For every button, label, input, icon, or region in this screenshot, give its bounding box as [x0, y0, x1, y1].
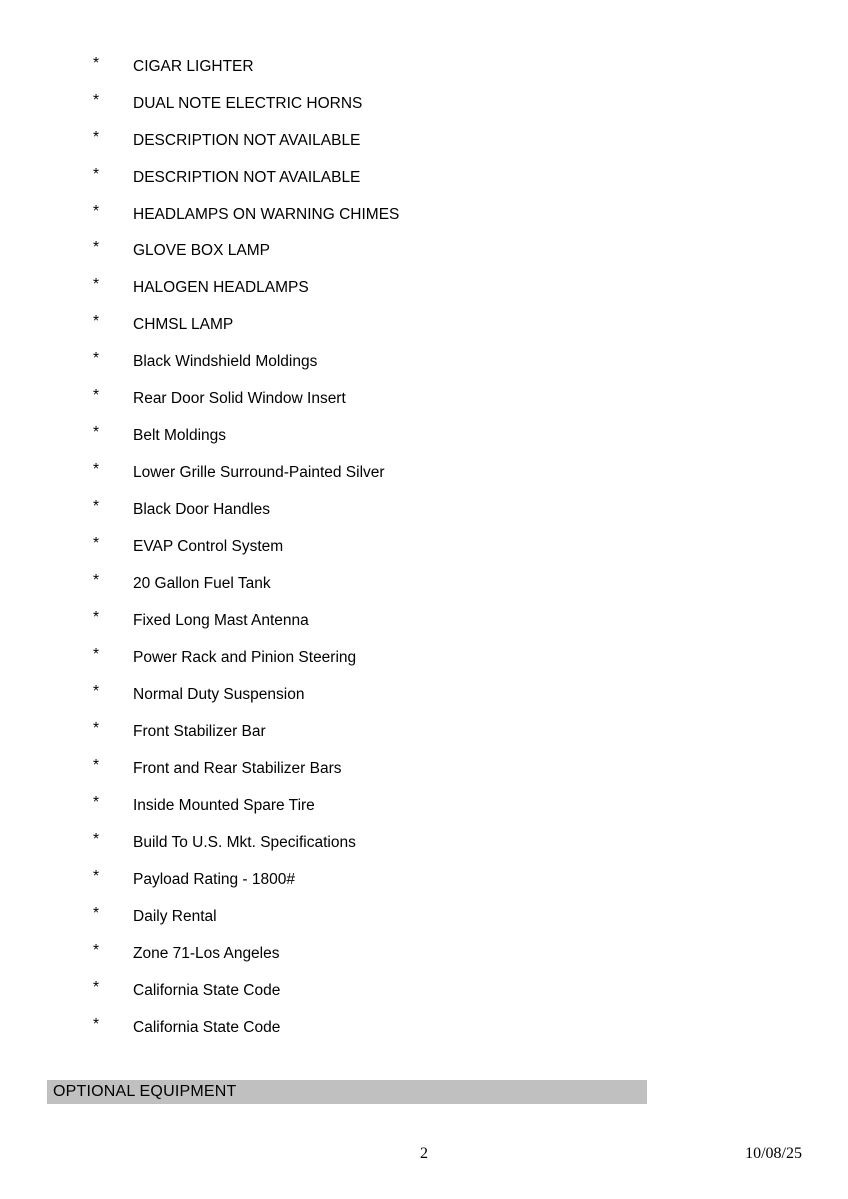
equipment-item — [93, 935, 808, 972]
item-bullet: * — [93, 91, 100, 109]
item-bullet: * — [93, 867, 100, 885]
item-bullet: * — [93, 54, 100, 72]
item-bullet: * — [93, 350, 100, 368]
equipment-item — [93, 196, 808, 233]
footer-date: 10/08/25 — [745, 1145, 802, 1162]
item-bullet: * — [93, 609, 100, 627]
item-bullet: * — [93, 202, 100, 220]
equipment-item — [93, 972, 808, 1009]
equipment-label: Rear Door Solid Window Insert — [133, 390, 346, 408]
equipment-item — [93, 270, 808, 307]
equipment-label: HEADLAMPS ON WARNING CHIMES — [133, 205, 400, 223]
equipment-item — [93, 824, 808, 861]
equipment-label: Power Rack and Pinion Steering — [133, 648, 357, 666]
item-bullet: * — [93, 165, 100, 183]
equipment-label: Lower Grille Surround-Painted Silver — [133, 464, 385, 482]
equipment-list — [93, 48, 808, 1046]
equipment-label: GLOVE BOX LAMP — [133, 242, 270, 260]
equipment-item — [93, 85, 808, 122]
equipment-item — [93, 750, 808, 787]
item-bullet: * — [93, 498, 100, 516]
equipment-item — [93, 898, 808, 935]
equipment-label: HALOGEN HEADLAMPS — [133, 279, 309, 297]
equipment-item — [93, 344, 808, 381]
equipment-label: Front Stabilizer Bar — [133, 722, 266, 740]
equipment-item — [93, 602, 808, 639]
equipment-label: California State Code — [133, 981, 281, 999]
section-title: OPTIONAL EQUIPMENT — [53, 1083, 237, 1100]
item-bullet: * — [93, 941, 100, 959]
item-bullet: * — [93, 239, 100, 257]
page-footer — [0, 1145, 848, 1169]
item-bullet: * — [93, 535, 100, 553]
item-bullet: * — [93, 572, 100, 590]
item-bullet: * — [93, 313, 100, 331]
equipment-item — [93, 639, 808, 676]
equipment-item — [93, 676, 808, 713]
equipment-label: Black Windshield Moldings — [133, 353, 318, 371]
equipment-label: Normal Duty Suspension — [133, 685, 305, 703]
item-bullet: * — [93, 645, 100, 663]
optional-equipment-header — [47, 1080, 647, 1104]
equipment-item — [93, 528, 808, 565]
equipment-label: Fixed Long Mast Antenna — [133, 612, 309, 630]
equipment-label: 20 Gallon Fuel Tank — [133, 575, 271, 593]
equipment-item — [93, 418, 808, 455]
item-bullet: * — [93, 682, 100, 700]
equipment-item — [93, 122, 808, 159]
equipment-item — [93, 861, 808, 898]
item-bullet: * — [93, 904, 100, 922]
equipment-label: CHMSL LAMP — [133, 316, 234, 334]
item-bullet: * — [93, 424, 100, 442]
equipment-item — [93, 48, 808, 85]
equipment-label: Payload Rating - 1800# — [133, 870, 296, 888]
item-bullet: * — [93, 387, 100, 405]
item-bullet: * — [93, 1015, 100, 1033]
item-bullet: * — [93, 128, 100, 146]
equipment-item — [93, 787, 808, 824]
equipment-item — [93, 381, 808, 418]
equipment-label: Inside Mounted Spare Tire — [133, 796, 315, 814]
equipment-label: Zone 71-Los Angeles — [133, 944, 280, 962]
equipment-label: DUAL NOTE ELECTRIC HORNS — [133, 94, 363, 112]
equipment-item — [93, 1009, 808, 1046]
equipment-label: Build To U.S. Mkt. Specifications — [133, 833, 356, 851]
page-number: 2 — [420, 1145, 428, 1162]
item-bullet: * — [93, 461, 100, 479]
equipment-item — [93, 713, 808, 750]
equipment-label: Front and Rear Stabilizer Bars — [133, 759, 342, 777]
equipment-item — [93, 233, 808, 270]
equipment-label: EVAP Control System — [133, 538, 284, 556]
equipment-label: Black Door Handles — [133, 501, 270, 519]
item-bullet: * — [93, 793, 100, 811]
equipment-label: Belt Moldings — [133, 427, 227, 445]
item-bullet: * — [93, 276, 100, 294]
equipment-label: DESCRIPTION NOT AVAILABLE — [133, 131, 361, 149]
item-bullet: * — [93, 756, 100, 774]
equipment-item — [93, 307, 808, 344]
item-bullet: * — [93, 978, 100, 996]
equipment-label: California State Code — [133, 1018, 281, 1036]
item-bullet: * — [93, 830, 100, 848]
equipment-label: DESCRIPTION NOT AVAILABLE — [133, 168, 361, 186]
equipment-item — [93, 565, 808, 602]
equipment-label: CIGAR LIGHTER — [133, 57, 254, 75]
equipment-item — [93, 454, 808, 491]
equipment-item — [93, 159, 808, 196]
equipment-item — [93, 491, 808, 528]
item-bullet: * — [93, 719, 100, 737]
equipment-label: Daily Rental — [133, 907, 217, 925]
